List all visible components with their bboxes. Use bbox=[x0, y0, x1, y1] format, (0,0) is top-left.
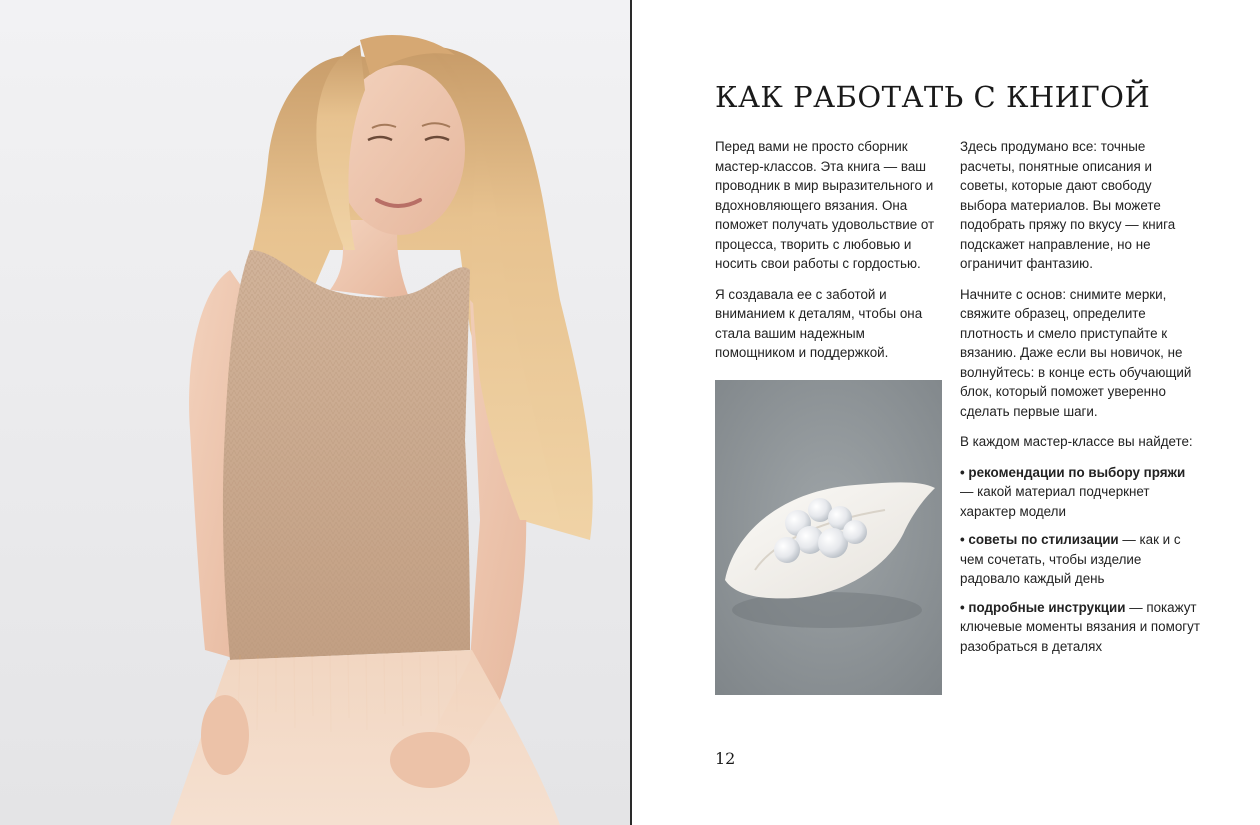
page-number: 12 bbox=[715, 749, 736, 768]
paragraph: Начните с основ: снимите мерки, свяжите образец, определите плотность и смело приступайте к вязанию. Даже если вы новичок, не волнуйтесь: в конце есть обучающий блок, который поможет уверенно сделать первые шаги. bbox=[960, 286, 1192, 419]
bullet-text: — покажут ключевые моменты вязания и помогут разобраться в деталях bbox=[960, 599, 1200, 654]
paragraph: Здесь продумано все: точные расчеты, понятные описания и советы, которые дают свободу выбора материалов. Вы можете подобрать пряжу по вкусу — книга подскажет направление, но не ограничит фантазию. bbox=[960, 139, 1176, 271]
paragraph: Перед вами не просто сборник мастер-классов. Эта книга — ваш проводник в мир выразительного и вдохновляющего вязания. Она поможет получать удовольствие от процесса, творить с любовью и носить свои работы с гордостью. bbox=[715, 139, 935, 271]
text-column-left bbox=[715, 137, 945, 374]
list-item bbox=[960, 463, 1200, 522]
shell-illustration bbox=[715, 380, 942, 695]
bullet-text: — как и с чем сочетать, чтобы изделие радовало каждый день bbox=[960, 532, 1181, 586]
page-title: КАК РАБОТАТЬ С КНИГОЙ bbox=[715, 80, 1151, 114]
list-item bbox=[960, 530, 1200, 589]
list-item bbox=[960, 598, 1200, 657]
bullet-heading: • рекомендации по выбору пряжи bbox=[960, 464, 1186, 480]
text-column-right bbox=[960, 137, 1200, 665]
bullet-text: — какой материал подчеркнет характер модели bbox=[960, 484, 1150, 519]
bullet-heading: • подробные инструкции bbox=[960, 599, 1126, 615]
paragraph: В каждом мастер-классе вы найдете: bbox=[960, 434, 1193, 449]
bullet-heading: • советы по стилизации bbox=[960, 532, 1119, 547]
shell-with-pearls-image bbox=[715, 380, 942, 695]
paragraph: Я создавала ее с заботой и вниманием к деталям, чтобы она стала вашим надежным помощником и поддержкой. bbox=[715, 286, 923, 360]
